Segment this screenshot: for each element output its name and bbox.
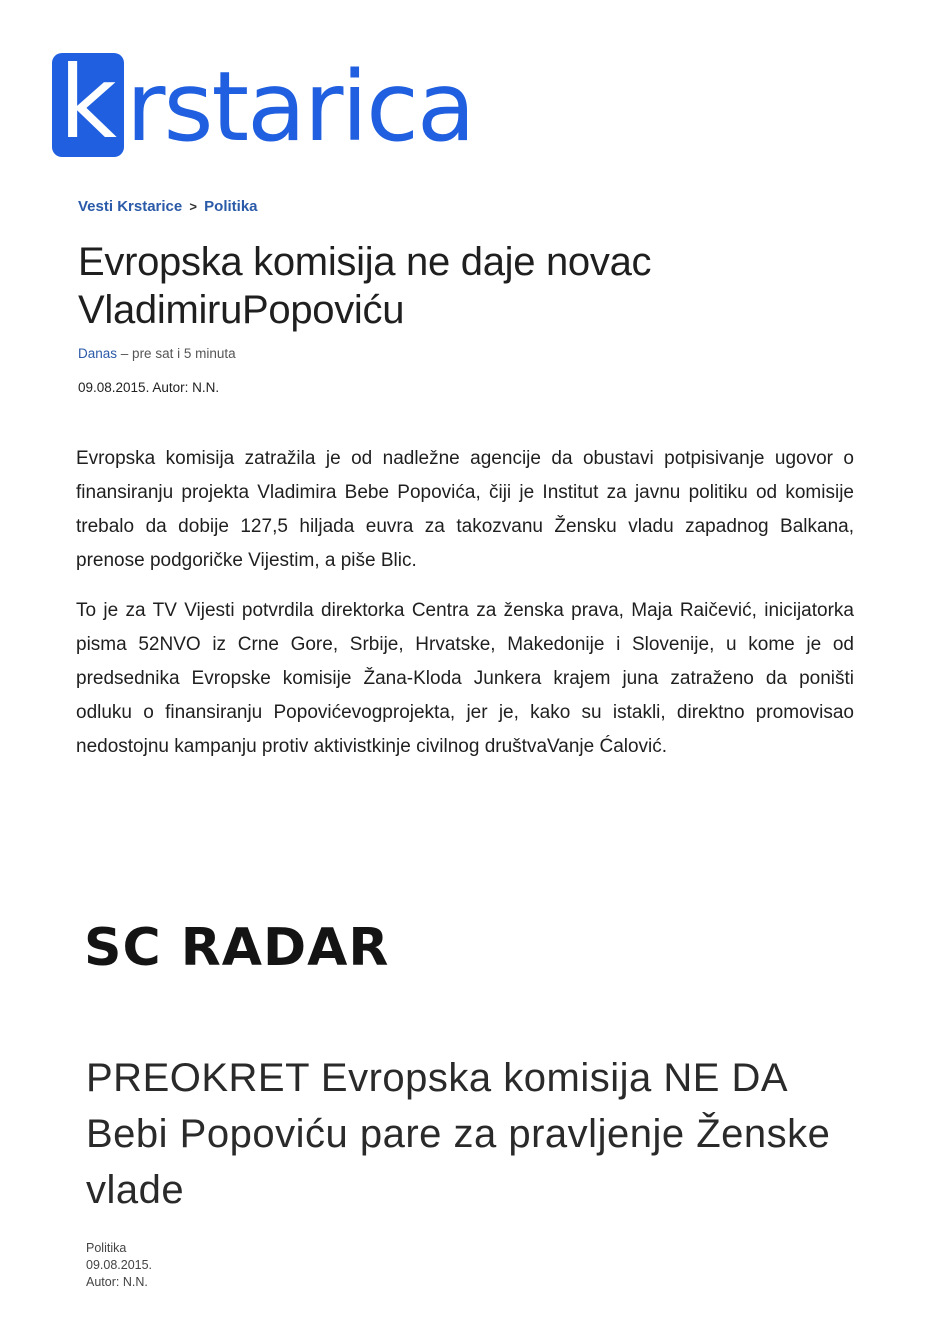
article-title-line1: Evropska komisija ne daje novac bbox=[78, 240, 652, 284]
breadcrumb-item-politika[interactable]: Politika bbox=[204, 198, 258, 215]
article2-title: PREOKRET Evropska komisija NE DA Bebi Popoviću pare za pravljenje Ženske vlade bbox=[86, 1056, 831, 1212]
article2-category: Politika bbox=[86, 1241, 127, 1255]
breadcrumb-separator: > bbox=[189, 199, 197, 214]
article-title bbox=[78, 238, 838, 334]
date-author: 09.08.2015. Autor: N.N. bbox=[78, 380, 220, 395]
scradar-logo: SC RADAR bbox=[84, 918, 390, 978]
article2-date: 09.08.2015. bbox=[86, 1258, 153, 1272]
krstarica-logo-text: rstarica bbox=[126, 51, 474, 163]
breadcrumb bbox=[78, 198, 258, 215]
article2-meta bbox=[86, 1240, 152, 1291]
article-paragraph: Evropska komisija zatražila je od nadležne agencije da obustavi potpisivanje ugovor o finansiranju projekta Vladimira Bebe Popovića, čiji je Institut za javnu politiku od komisije trebalo da dobije 127,5 hiljada euvra za takozvanu Žensku vladu zapadnog Balkana, prenose podgoričke Vijestim, a piše Blic. bbox=[76, 448, 854, 571]
source-line bbox=[78, 346, 236, 361]
article-title-line2: VladimiruPopoviću bbox=[78, 288, 405, 332]
article-body bbox=[76, 442, 854, 780]
time-ago: – pre sat i 5 minuta bbox=[120, 346, 236, 361]
krstarica-logo-k-box bbox=[52, 44, 124, 161]
article-paragraph: To je za TV Vijesti potvrdila direktorka Centra za ženska prava, Maja Raičević, inicijatorka pisma 52NVO iz Crne Gore, Srbije, Hrvatske, Makedonije i Slovenije, u kome je od predsednika Evropske komisije Žana-Kloda Junkera krajem juna zatraženo da poništi odluku o finansiranju Popovićevogprojekta, jer je, kako su istakli, direktno promovisao nedostojnu kampanju protiv aktivistkinje civilnog društvaVanje Ćalović. bbox=[76, 600, 854, 757]
article2-author: Autor: N.N. bbox=[86, 1275, 148, 1289]
source-link[interactable]: Danas bbox=[78, 346, 118, 361]
krstarica-logo-k: k bbox=[59, 44, 117, 161]
breadcrumb-item-vesti[interactable]: Vesti Krstarice bbox=[78, 198, 183, 215]
krstarica-logo bbox=[52, 44, 474, 163]
